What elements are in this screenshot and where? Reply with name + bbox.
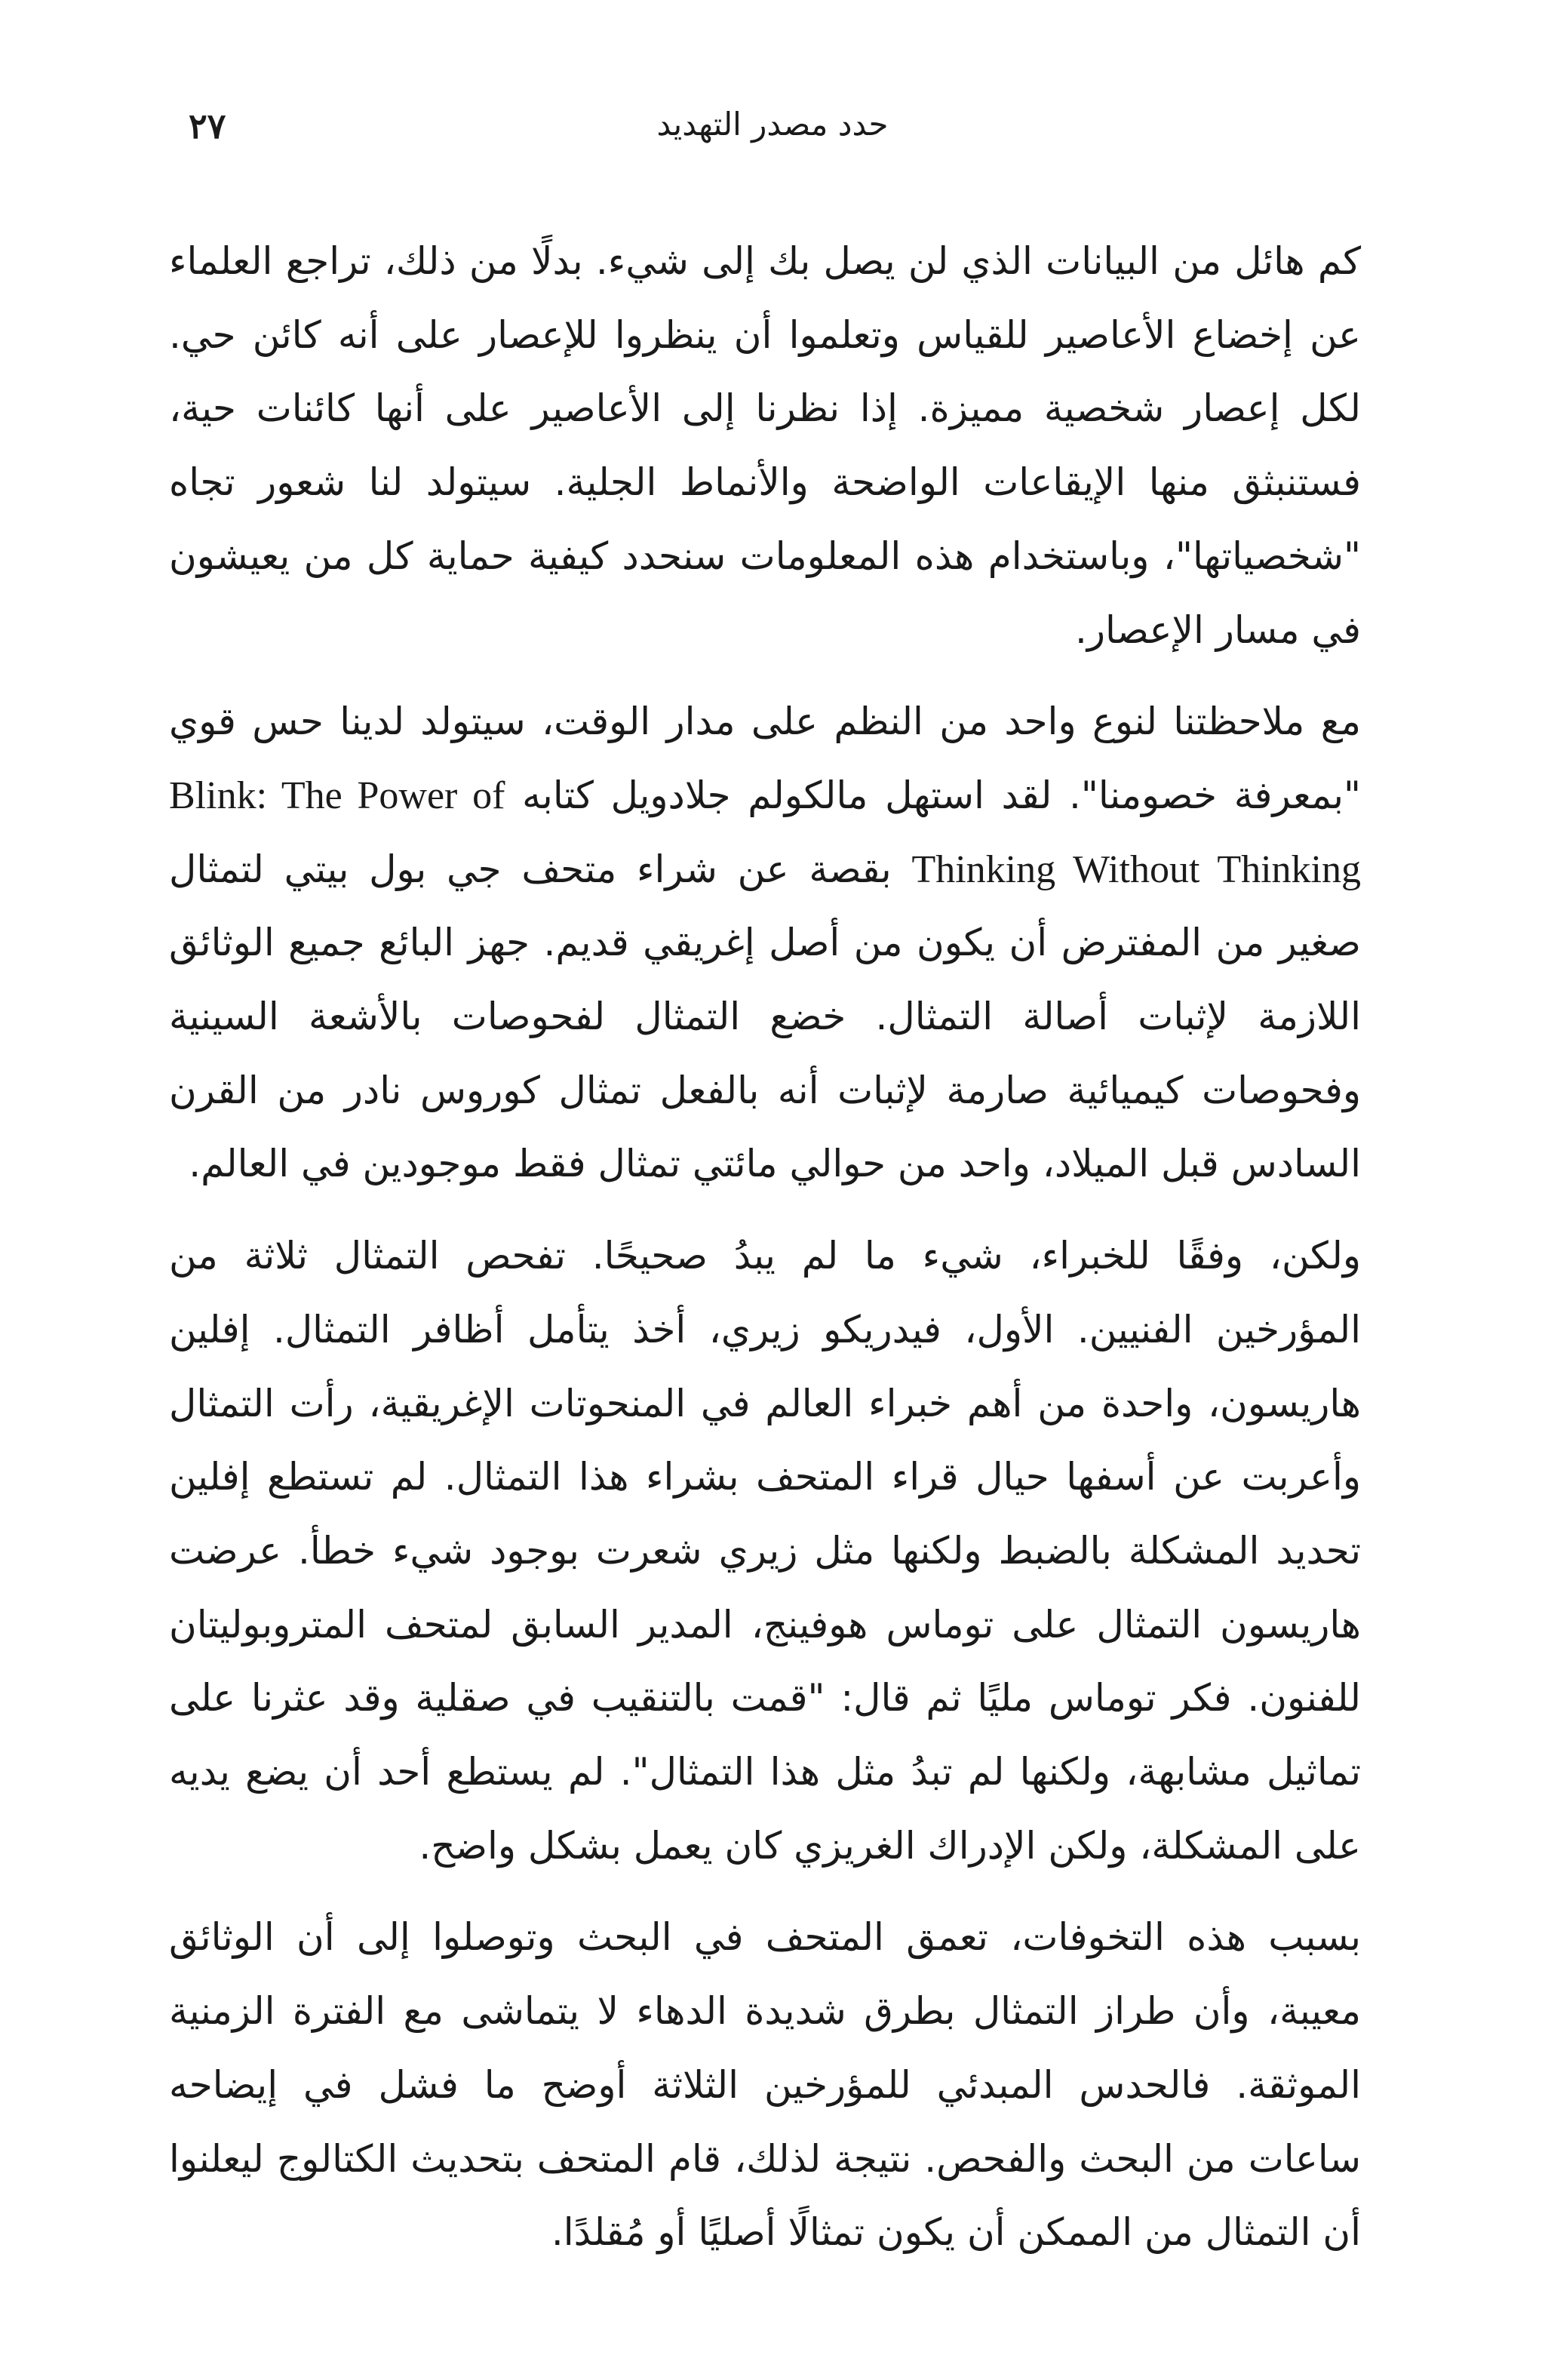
paragraph-4: بسبب هذه التخوفات، تعمق المتحف في البحث وتوصلوا إلى أن الوثائق معيبة، وأن طراز التمثال بطرق شديدة الدهاء لا يتماشى مع الفترة الزمنية الموثقة. فالحدس المبدئي للمؤرخين الثلاثة أوضح ما فشل في إيضاحه ساعات من البحث والفحص. نتيجة لذلك، قام المتحف بتحديث الكتالوج ليعلنوا أن التمثال من الممكن أن يكون تمثالًا أصليًا أو مُقلدًا. <box>169 1915 1361 2255</box>
paragraph-2 <box>169 685 1361 1201</box>
paragraph-2-intro: مع ملاحظتنا لنوع واحد من النظم على مدار الوقت، سيتولد لدينا حس قوي "بمعرفة خصومنا". لقد استهل مالكولم جلادويل كتابه <box>169 700 1361 817</box>
page-header <box>189 106 1356 166</box>
running-head: حدد مصدر التهديد <box>656 106 889 143</box>
body-text <box>169 225 1361 2288</box>
paragraph-2-rest: بقصة عن شراء متحف جي بول بيتي لتمثال صغير من المفترض أن يكون من أصل إغريقي قديم. جهز البائع جميع الوثائق اللازمة لإثبات أصالة التمثال. خضع التمثال لفحوصات بالأشعة السينية وفحوصات كيميائية صارمة لإثبات أنه بالفعل تمثال كوروس نادر من القرن السادس قبل الميلاد، واحد من حوالي مائتي تمثال فقط موجودين في العالم. <box>169 847 1361 1186</box>
paragraph-3: ولكن، وفقًا للخبراء، شيء ما لم يبدُ صحيحًا. تفحص التمثال ثلاثة من المؤرخين الفنيين. الأول، فيدريكو زيري، أخذ يتأمل أظافر التمثال. إفلين هاريسون، واحدة من أهم خبراء العالم في المنحوتات الإغريقية، رأت التمثال وأعربت عن أسفها حيال قراء المتحف بشراء هذا التمثال. لم تستطع إفلين تحديد المشكلة بالضبط ولكنها مثل زيري شعرت بوجود شيء خطأ. عرضت هاريسون التمثال على توماس هوفينج، المدير السابق لمتحف المتروبوليتان للفنون. فكر توماس مليًا ثم قال: "قمت بالتنقيب في صقلية وقد عثرنا على تماثيل مشابهة، ولكنها لم تبدُ مثل هذا التمثال". لم يستطع أحد أن يضع يديه على المشكلة، ولكن الإدراك الغريزي كان يعمل بشكل واضح. <box>169 1234 1361 1868</box>
page-number: ٢٧ <box>189 106 226 146</box>
paragraph-1: كم هائل من البيانات الذي لن يصل بك إلى شيء. بدلًا من ذلك، تراجع العلماء عن إخضاع الأعاصير للقياس وتعلموا أن ينظروا للإعصار على أنه كائن حي. لكل إعصار شخصية مميزة. إذا نظرنا إلى الأعاصير على أنها كائنات حية، فستنبثق منها الإيقاعات الواضحة والأنماط الجلية. سيتولد لنا شعور تجاه "شخصياتها"، وباستخدام هذه المعلومات سنحدد كيفية حماية كل من يعيشون في مسار الإعصار. <box>169 239 1361 652</box>
book-title: Blink: The Power of Thinking Without Thinking <box>169 773 1361 891</box>
